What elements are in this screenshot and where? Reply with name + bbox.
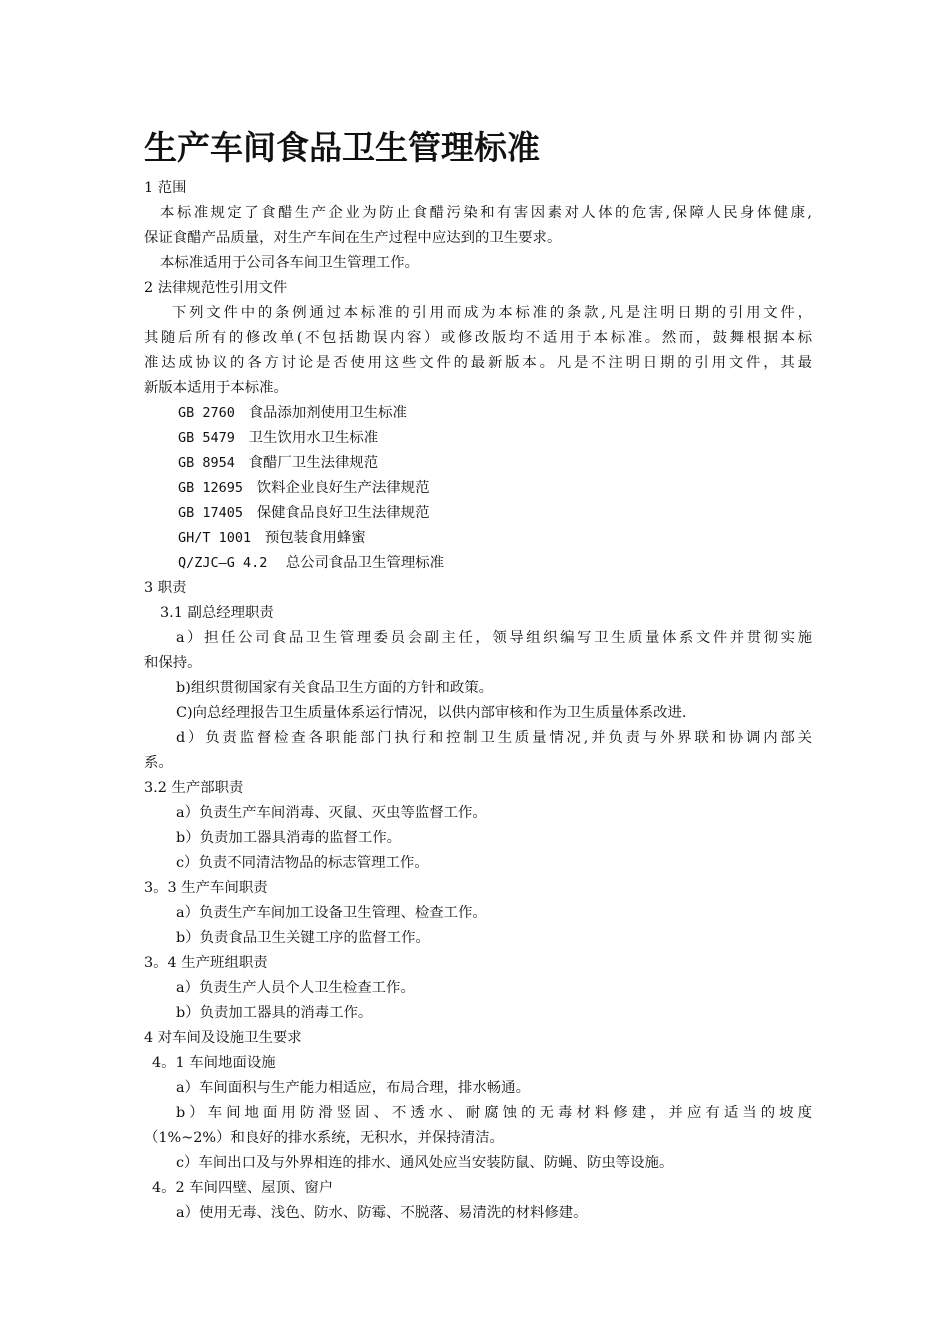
section-1-heading: 1 范围	[144, 180, 187, 196]
reference-name: 预包装食用蜂蜜	[264, 530, 366, 546]
section-3-1-item-d-line-2: 系。	[144, 755, 173, 771]
section-3-2-item-a: a）负责生产车间消毒、灭鼠、灭虫等监督工作。	[176, 805, 487, 821]
reference-name: 卫生饮用水卫生标准	[248, 430, 379, 446]
section-1-paragraph-1-line-2: 保证食醋产品质量，对生产车间在生产过程中应达到的卫生要求。	[144, 230, 562, 246]
reference-item	[144, 476, 812, 501]
section-3-4-item-b: b）负责加工器具的消毒工作。	[176, 1005, 373, 1021]
reference-name: 食品添加剂使用卫生标准	[248, 405, 407, 421]
reference-code: GH/T 1001	[178, 530, 252, 546]
reference-code: GB 12695	[178, 480, 244, 496]
section-2-paragraph-line-1: 下列文件中的条例通过本标准的引用而成为本标准的条款,凡是注明日期的引用文件，	[172, 305, 812, 321]
section-3-1-item-b: b)组织贯彻国家有关食品卫生方面的方针和政策。	[176, 680, 494, 696]
reference-item	[144, 451, 812, 476]
reference-code: GB 5479	[178, 430, 235, 446]
reference-name: 总公司食品卫生管理标准	[285, 555, 445, 571]
section-1-paragraph-2: 本标准适用于公司各车间卫生管理工作。	[160, 255, 420, 271]
section-4-2-heading: 4。2 车间四壁、屋顶、窗户	[152, 1180, 334, 1196]
reference-item	[144, 526, 812, 551]
reference-item	[144, 426, 812, 451]
reference-item	[144, 551, 812, 576]
section-3-3-item-a: a）负责生产车间加工设备卫生管理、检查工作。	[176, 905, 487, 921]
reference-item	[144, 401, 812, 426]
reference-code: GB 8954	[178, 455, 235, 471]
section-3-heading: 3 职责	[144, 580, 187, 596]
reference-name: 食醋厂卫生法律规范	[248, 455, 379, 471]
section-4-1-item-c: c）车间出口及与外界相连的排水、通风处应当安装防鼠、防蝇、防虫等设施。	[176, 1155, 674, 1171]
section-3-2-item-c: c）负责不同清洁物品的标志管理工作。	[176, 855, 429, 871]
document-page	[144, 124, 812, 1226]
reference-code: Q/ZJC—G 4.2	[178, 555, 268, 571]
reference-name: 保健食品良好卫生法律规范	[256, 505, 430, 521]
section-3-1-heading: 3.1 副总经理职责	[160, 605, 274, 621]
reference-item	[144, 501, 812, 526]
section-4-1-item-a: a）车间面积与生产能力相适应，布局合理，排水畅通。	[176, 1080, 530, 1096]
section-2-heading: 2 法律规范性引用文件	[144, 280, 288, 296]
section-3-1-item-a-line-1: a）担任公司食品卫生管理委员会副主任，领导组织编写卫生质量体系文件并贯彻实施	[176, 630, 812, 646]
reference-code: GB 2760	[178, 405, 235, 421]
section-2-paragraph-line-2: 其随后所有的修改单(不包括勘误内容）或修改版均不适用于本标准。然而，鼓舞根据本标	[144, 330, 812, 346]
reference-name: 饮料企业良好生产法律规范	[256, 480, 430, 496]
section-3-2-item-b: b）负责加工器具消毒的监督工作。	[176, 830, 402, 846]
section-3-4-heading: 3。4 生产班组职责	[144, 955, 268, 971]
document-title: 生产车间食品卫生管理标准	[144, 128, 540, 167]
section-3-2-heading: 3.2 生产部职责	[144, 780, 244, 796]
section-3-1-item-d-line-1: d）负责监督检查各职能部门执行和控制卫生质量情况,并负责与外界联和协调内部关	[176, 730, 812, 746]
section-3-1-item-c: C)向总经理报告卫生质量体系运行情况，以供内部审核和作为卫生质量体系改进.	[176, 705, 687, 721]
section-3-3-heading: 3。3 生产车间职责	[144, 880, 268, 896]
section-4-2-item-a: a）使用无毒、浅色、防水、防霉、不脱落、易清洗的材料修建。	[176, 1205, 588, 1221]
section-3-1-item-a-line-2: 和保持。	[144, 655, 202, 671]
section-4-heading: 4 对车间及设施卫生要求	[144, 1030, 302, 1046]
section-2-paragraph-line-3: 准达成协议的各方讨论是否使用这些文件的最新版本。凡是不注明日期的引用文件，其最	[144, 355, 812, 371]
section-3-3-item-b: b）负责食品卫生关键工序的监督工作。	[176, 930, 430, 946]
reference-code: GB 17405	[178, 505, 244, 521]
section-3-4-item-a: a）负责生产人员个人卫生检查工作。	[176, 980, 415, 996]
section-2-paragraph-line-4: 新版本适用于本标准。	[144, 380, 288, 396]
section-4-1-item-b-line-1: b）车间地面用防滑竖固、不透水、耐腐蚀的无毒材料修建，并应有适当的坡度	[176, 1105, 812, 1121]
section-1-paragraph-1-line-1: 本标准规定了食醋生产企业为防止食醋污染和有害因素对人体的危害,保障人民身体健康,	[160, 205, 812, 221]
section-4-1-item-b-line-2: （1%~2%）和良好的排水系统，无积水，并保持清洁。	[144, 1130, 504, 1146]
section-4-1-heading: 4。1 车间地面设施	[152, 1055, 276, 1071]
